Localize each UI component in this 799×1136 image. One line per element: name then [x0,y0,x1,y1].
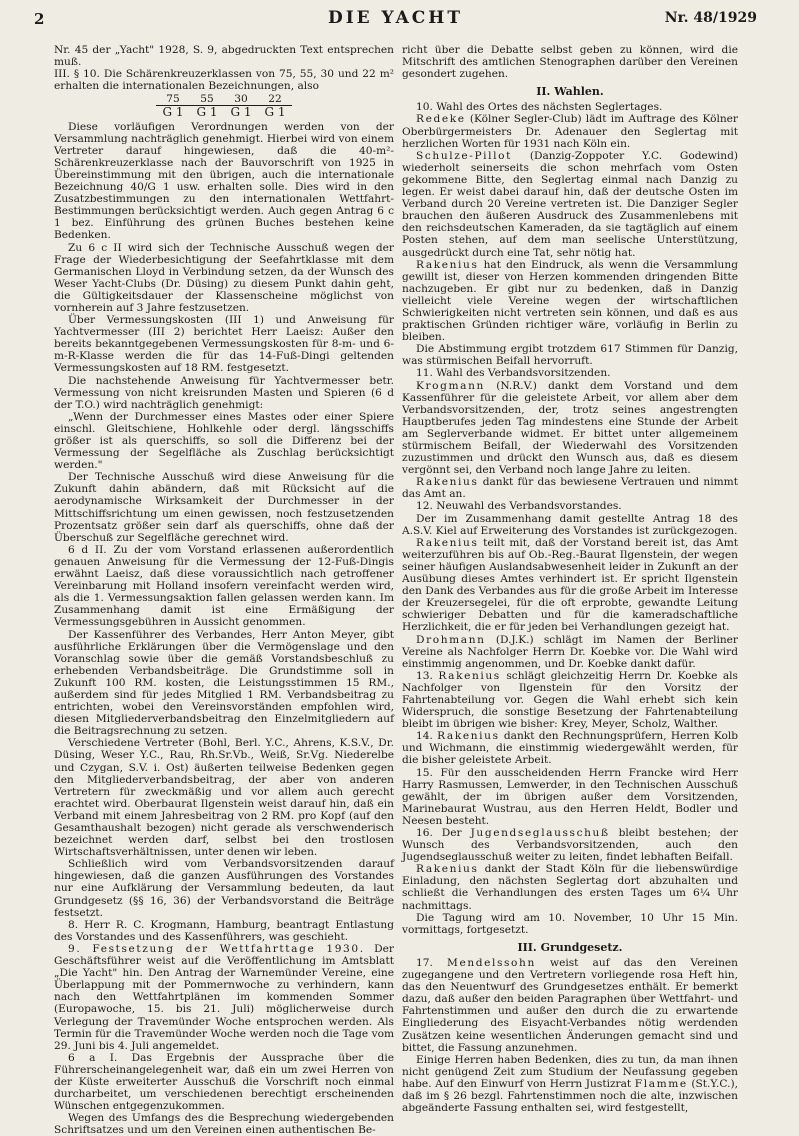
paragraph: richt über die Debatte selbst geben zu können, wird die Mitschrift des amtlichen Stenographen darüber den Vereinen gesondert zugehen. [402,44,738,81]
paragraph: 14. Rakenius dankt den Rechnungsprüfern, Herren Kolb und Wichmann, die einstimmig wiedergewählt werden, für die bisher geleistete Arbeit. [402,730,738,767]
speaker-name: Flamme [634,1077,688,1090]
speaker-name: Drohmann [416,633,486,646]
speaker-name: Redeke [416,113,466,126]
page-header [34,8,757,34]
paragraph: 17. Mendelssohn weist auf das den Vereinen zugegangene und den Vertretern vorliegende rosa Heft hin, das den Neuentwurf des Grundgesetzes enthält. Er bemerkt dazu, daß außer den beiden Paragraphen über Wettfahrt- und Fahrtenstimmen und außer den durch die zu erwartende Eingliederung des Eisyacht-Verbandes nötig werdenden Zusätzen keine wesentlichen Änderungen gemacht sind und bittet, die Fassung anzunehmen. [402,956,738,1054]
paragraph: Verschiedene Vertreter (Bohl, Berl. Y.C., Ahrens, K.S.V., Dr. Düsing, Weser Y.C., Rau, Rh.Sr.Vb., Weiß, Sr.Vg. Niederelbe und Czygan, S.V. i. Ost) äußerten teilweise Bedenken gegen den Mitgliederverbandsbeitrag, der aber von anderen Vertretern für zweckmäßig und vor allem auch gerecht erachtet wird. Oberbaurat Ilgenstein weist darauf hin, daß ein Verband mit einem Jahresbeitrag von 2 RM. pro Kopf (auf den Gesamthaushalt bezogen) nicht gerade als verschwenderisch bezeichnet werden darf, selbst bei den trostlosen Wirtschaftsverhältnissen, unter denen wir leben. [54,737,394,859]
right-column [402,44,738,1114]
paragraph: Rakenius teilt mit, daß der Vorstand bereit ist, das Amt weiterzuführen bis auf Ob.-Reg.-Baurat Ilgenstein, der wegen seiner häufigen Auslandsabwesenheit leider in Zukunft an der Ausübung dieses Amtes verhindert ist. Er spricht Ilgenstein den Dank des Verbandes aus für die große Arbeit im Interesse der Kreuzersegelei, für die oft erprobte, gewandte Leitung schwieriger Debatten und für die kameradschaftliche Herzlichkeit, die er für jeden bei Verhandlungen gezeigt hat. [402,536,738,634]
paragraph: Schließlich wird vom Verbandsvorsitzenden darauf hingewiesen, daß die ganzen Ausführungen des Vorstandes nur eine Aufklärung der Versammlung bedeuten, da laut Grundgesetz (§§ 16, 36) der Verbandsvorstand die Beiträge festsetzt. [54,858,394,919]
paragraph: 9. Festsetzung der Wettfahrttage 1930. Der Geschäftsführer weist auf die Veröffentlichung im Amtsblatt „Die Yacht" hin. Den Antrag der Warnemünder Vereine, eine Überlappung mit der Pommernwoche zu verhindern, kann nach den Wettfahrtplänen im kommenden Sommer (Europawoche, 15. bis 21. Juli) möglicherweise durch Verlegung der Travemünder Woche entsprochen werden. Als Termin für die Travemünder Woche werden noch die Tage vom 29. Juni bis 4. Juli angemeldet. [54,942,394,1052]
speaker-name: Mendelssohn [447,956,536,969]
paragraph: Die nachstehende Anweisung für Yachtvermesser betr. Vermessung von nicht kreisrunden Masten und Spieren (6 d der T.O.) wird nachträglich genehmigt: [54,374,394,411]
paragraph: Rakenius dankt für das bewiesene Vertrauen und nimmt das Amt an. [402,476,738,501]
paragraph: III. § 10. Die Schärenkreuzerklassen von 75, 55, 30 und 22 m² erhalten die internationalen Bezeichnungen, also [54,68,394,93]
paragraph: 6 d II. Zu der vom Vorstand erlassenen außerordentlich genauen Anweisung für die Vermessung der 12-Fuß-Dingis erwähnt Laeisz, daß diese voraussichtlich nach getroffener Vereinbarung mit Holland insofern vereinfacht werden wird, als die 1. Vermessungsaktion fallen gelassen werden kann. Im Zusammenhang damit ist eine Ermäßigung der Vermessungsgebühren in Aussicht genommen. [54,543,394,629]
paragraph: Der Kassenführer des Verbandes, Herr Anton Meyer, gibt ausführliche Erklärungen über die Vermögenslage und den Voranschlag sowie über die gemäß Vorstandsbeschluß zu erhebenden Verbandsbeiträge. Die Grundstimme soll in Zukunft 100 RM. kosten, die Leistungsstimmen 15 RM., außerdem sind für jedes Mitglied 1 RM. Verbandsbeitrag zu entrichten, wobei den Vereinsvorständen empfohlen wird, diesen Mitgliederverbandsbeitrag den Einzelmitgliedern auf die Beitragsrechnung zu setzen. [54,628,394,738]
issue-number: Nr. 48/1929 [664,10,757,26]
designation-cell: 22 G 1 [258,93,292,118]
paragraph: 16. Der Jugendseglausschuß bleibt bestehen; der Wunsch des Verbandsvorsitzenden, auch den Jugendseglausschuß weiter zu leiten, findet lebhaften Beifall. [402,827,738,864]
speaker-name: Rakenius [416,476,479,489]
speaker-name: Rakenius [416,863,479,876]
paragraph: 15. Für den ausscheidenden Herrn Francke wird Herr Harry Rasmussen, Lemwerder, in den Technischen Ausschuß gewählt, der im übrigen außer dem Vorsitzenden, Marinebaurat Wustrau, aus den Herren Heldt, Bodler und Neesen besteht. [402,766,738,827]
paragraph: Nr. 45 der „Yacht" 1928, S. 9, abgedruckten Text entsprechen muß. [54,44,394,69]
paragraph: Die Tagung wird am 10. November, 10 Uhr 15 Min. vormittags, fortgesetzt. [402,911,738,936]
speaker-name: Rakenius [437,730,500,743]
paragraph: Über Vermessungskosten (III 1) und Anweisung für Yachtvermesser (III 2) berichtet Herr Laeisz: Außer den bereits bekanntgegebenen Vermessungskosten für 8-m- und 6-m-R-Klasse werden die für das 14-Fuß-Dingi geltenden Vermessungskosten auf 18 RM. festgesetzt. [54,314,394,375]
speaker-name: Rakenius [438,669,501,682]
paragraph: Die Abstimmung ergibt trotzdem 617 Stimmen für Danzig, was stürmischen Beifall hervorruft. [402,343,738,368]
paragraph: 11. Wahl des Verbandsvorsitzenden. [416,367,611,380]
paragraph: Krogmann (N.R.V.) dankt dem Vorstand und dem Kassenführer für die geleistete Arbeit, vor allem aber dem Verbandsvorsitzenden, der, trotz seines angestrengten Hauptberufes jeden Tag mindestens eine Stunde der Arbeit am Seglerverbande widmet. Er bittet unter allgemeinem stürmischem Beifall, der Wiederwahl des Vorsitzenden zuzustimmen und drückt den Wunsch aus, daß es diesem vergönnt sei, den Verband noch lange Jahre zu leiten. [402,379,738,477]
class-designation-table [54,93,394,118]
paragraph: 6 a I. Das Ergebnis der Aussprache über die Führerscheinangelegenheit war, daß ein um zwei Herren von der Küste erweiterter Ausschuß die Vorschrift noch einmal durcharbeitet, um verschiedenen berechtigt erscheinenden Wünschen entgegenzukommen. [54,1051,394,1113]
paragraph: Einige Herren haben Bedenken, dies zu tun, da man ihnen nicht genügend Zeit zum Studium der Neufassung gegeben habe. Auf den Einwurf von Herrn Justizrat Flamme (St.Y.C.), daß im § 26 bezgl. Fahrtenstimmen noch die alte, inzwischen abgeänderte Fassung enthalten sei, wird festgestellt, [402,1053,738,1115]
paragraph: Der im Zusammenhang damit gestellte Antrag 18 des A.S.V. Kiel auf Erweiterung des Vorstandes ist zurückgezogen. [402,512,738,537]
paragraph: 10. Wahl des Ortes des nächsten Seglertages. [416,101,663,114]
paragraph: Redeke (Kölner Segler-Club) lädt im Auftrage des Kölner Oberbürgermeisters Dr. Adenauer den Seglertag mit herzlichen Worten für 1931 nach Köln ein. [402,113,738,150]
designation-cell: 30 G 1 [224,93,258,118]
committee-name: Jugendseglausschuß [470,827,610,839]
speaker-name: Rakenius [416,536,479,549]
speaker-name: Schulze-Pillot [416,149,512,162]
paragraph: Der Technische Ausschuß wird diese Anweisung für die Zukunft dahin abändern, daß mit Rücksicht auf die aerodynamische Wirksamkeit der Durchmesser in der Mittschiffsrichtung um einen gewissen, noch festzusetzenden Prozentsatz größer sein darf als querschiffs, ohne daß der Überschuß zur Segelfläche gerechnet wird. [54,471,394,544]
paragraph: 8. Herr R. C. Krogmann, Hamburg, beantragt Entlastung des Vorstandes und des Kassenführers, was geschieht. [54,918,394,943]
designation-cell: 75 G 1 [156,93,190,118]
paragraph: Diese vorläufigen Verordnungen werden von der Versammlung nachträglich genehmigt. Hierbei wird von einem Vertreter darauf hingewiesen, daß die 40-m²-Schärenkreuzerklasse nach der Bauvorschrift von 1925 in Übereinstimmung mit den übrigen, auch die internationale Bezeichnung 40/G 1 usw. erhalten solle. Dies wird in den Zusatzbestimmungen zu den internationalen Wettfahrt-Bestimmungen berücksichtigt werden. Auch gegen Antrag 6 c 1 bez. Einführung des grünen Buches bestehen keine Bedenken. [54,120,394,242]
paragraph: 12. Neuwahl des Verbandsvorstandes. [416,500,622,513]
paragraph: Zu 6 c II wird sich der Technische Ausschuß wegen der Frage der Wiederbesichtigung der Seefahrtklasse mit dem Germanischen Lloyd in Verbindung setzen, da der Wunsch des Weser Yacht-Clubs (Dr. Düsing) zu diesem Punkt dahin geht, die Gültigkeitsdauer der Klassenscheine möglichst von vornherein auf 3 Jahre festzusetzen. [54,241,394,314]
spaced-label: 9. Festsetzung der Wettfahrttage 1930. [68,942,365,955]
designation-cell: 55 G 1 [190,93,224,118]
left-column [54,44,394,1136]
quoted-instruction: „Wenn der Durchmesser eines Mastes oder einer Spiere einschl. Gleitschiene, Hohlkehle oder dergl. längsschiffs größer ist als querschiffs, so soll die Differenz bei der Vermessung der Segelfläche als Zuschlag berücksichtigt werden." [54,410,394,472]
speaker-name: Krogmann [416,379,485,392]
paragraph: Schulze-Pillot (Danzig-Zoppoter Y.C. Godewind) wiederholt seinerseits die schon mehrfach vom Osten gekommene Bitte, den Seglertag einmal nach Danzig zu legen. Er weist dabei darauf hin, daß der deutsche Osten im Verband durch 20 Vereine vertreten ist. Die Danziger Segler brauchen den äußeren Ausdruck des Zusammenlebens mit den reichsdeutschen Kameraden, da sie tagtäglich auf einem Posten stehen, auf dem man seelische Unterstützung, ausgedrückt durch eine Tat, sehr nötig hat. [402,149,738,259]
paragraph: Rakenius dankt der Stadt Köln für die liebenswürdige Einladung, den nächsten Seglertag dort abzuhalten und schließt die Verhandlungen des ersten Tages um 6¼ Uhr nachmittags. [402,863,738,912]
paragraph: 13. Rakenius schlägt gleichzeitig Herrn Dr. Koebke als Nachfolger von Ilgenstein für den Vorsitz der Fahrtenabteilung vor. Gegen die Wahl erhebt sich kein Widerspruch, die sonstige Besetzung der Fahrtenabteilung bleibt im übrigen wie bisher: Krey, Meyer, Scholz, Walther. [402,669,738,731]
paragraph: Rakenius hat den Eindruck, als wenn die Versammlung gewillt ist, dieser von Herzen kommenden dringenden Bitte nachzugeben. Er gibt nur zu bedenken, daß in Danzig vielleicht viele Vereine wegen der wirtschaftlichen Schwierigkeiten nicht vertreten sein können, und daß es aus praktischen Gründen richtiger wäre, vorläufig in Berlin zu bleiben. [402,258,738,344]
section-heading-wahlen: II. Wahlen. [536,85,604,99]
paragraph: Drohmann (D.J.K.) schlägt im Namen der Berliner Vereine als Nachfolger Herrn Dr. Koebke vor. Die Wahl wird einstimmig angenommen, und Dr. Koebke dankt dafür. [402,633,739,670]
section-heading-grundgesetz: III. Grundgesetz. [517,940,623,954]
page-number: 2 [34,10,45,28]
paragraph: Wegen des Umfangs des die Besprechung wiedergebenden Schriftsatzes und um den Vereinen einen authentischen Be- [54,1112,394,1136]
speaker-name: Rakenius [416,258,479,271]
journal-title: DIE YACHT [327,8,464,28]
